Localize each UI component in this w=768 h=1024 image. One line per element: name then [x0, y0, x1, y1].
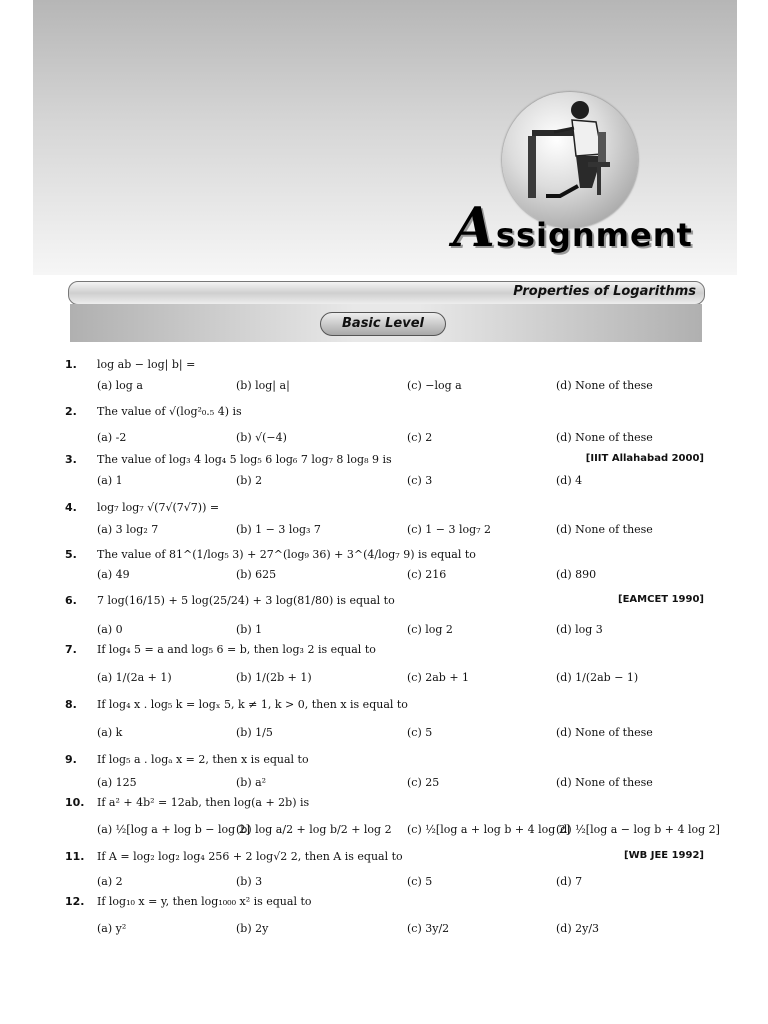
- option-c: (c) 25: [407, 776, 440, 789]
- option-c: (c) 3y/2: [407, 922, 450, 935]
- option-d: (d) None of these: [556, 431, 653, 444]
- option-a: (a) 1/(2a + 1): [97, 671, 172, 684]
- question-number: 12.: [65, 895, 85, 908]
- option-b: (b) 2y: [236, 922, 269, 935]
- option-a: (a) k: [97, 726, 123, 739]
- question-text: log ab − log| b| =: [97, 358, 196, 371]
- question-number: 9.: [65, 753, 77, 766]
- question-text: If log₄ 5 = a and log₅ 6 = b, then log₃ 2 is equal to: [97, 643, 376, 656]
- option-d: (d) 1/(2ab − 1): [556, 671, 639, 684]
- question-number: 10.: [65, 796, 85, 809]
- option-b: (b) 1/5: [236, 726, 273, 739]
- question-number: 2.: [65, 405, 77, 418]
- question-number: 6.: [65, 594, 77, 607]
- question-number: 3.: [65, 453, 77, 466]
- option-c: (c) −log a: [407, 379, 462, 392]
- option-c: (c) 216: [407, 568, 447, 581]
- option-d: (d) None of these: [556, 776, 653, 789]
- option-a: (a) -2: [97, 431, 127, 444]
- option-c: (c) 5: [407, 875, 433, 888]
- question-number: 5.: [65, 548, 77, 561]
- option-b: (b) 1 − 3 log₃ 7: [236, 523, 321, 536]
- option-d: (d) None of these: [556, 523, 653, 536]
- option-d: (d) log 3: [556, 623, 603, 636]
- option-a: (a) 0: [97, 623, 123, 636]
- header-banner: [33, 0, 737, 275]
- question-number: 8.: [65, 698, 77, 711]
- exam-source-tag: [IIIT Allahabad 2000]: [585, 453, 704, 464]
- question-text: log₇ log₇ √(7√(7√7)) =: [97, 501, 220, 514]
- option-b: (b) 1: [236, 623, 263, 636]
- option-d: (d) 890: [556, 568, 597, 581]
- option-a: (a) 2: [97, 875, 123, 888]
- option-c: (c) 1 − 3 log₇ 2: [407, 523, 492, 536]
- option-a: (a) 3 log₂ 7: [97, 523, 159, 536]
- topic-scroll-banner: [68, 281, 705, 305]
- option-a: (a) 49: [97, 568, 130, 581]
- option-a: (a) log a: [97, 379, 143, 392]
- question-number: 11.: [65, 850, 85, 863]
- option-b: (b) log a/2 + log b/2 + log 2: [236, 823, 392, 836]
- option-a: (a) 1: [97, 474, 123, 487]
- option-d: (d) 2y/3: [556, 922, 600, 935]
- question-text: If log₁₀ x = y, then log₁₀₀₀ x² is equal to: [97, 895, 312, 908]
- question-text: The value of √(log²₀.₅ 4) is: [97, 405, 242, 418]
- assignment-title: [453, 195, 693, 259]
- question-text: The value of log₃ 4 log₄ 5 log₅ 6 log₆ 7 log₇ 8 log₈ 9 is: [97, 453, 392, 466]
- option-b: (b) 1/(2b + 1): [236, 671, 312, 684]
- question-number: 7.: [65, 643, 77, 656]
- option-d: (d) 7: [556, 875, 583, 888]
- exam-source-tag: [WB JEE 1992]: [624, 850, 704, 861]
- option-c: (c) 3: [407, 474, 433, 487]
- option-d: (d) ½[log a − log b + 4 log 2]: [556, 823, 720, 836]
- option-d: (d) 4: [556, 474, 583, 487]
- option-a: (a) y²: [97, 922, 127, 935]
- option-b: (b) √(−4): [236, 431, 287, 444]
- question-text: If log₄ x . log₅ k = logₓ 5, k ≠ 1, k > 0, then x is equal to: [97, 698, 408, 711]
- question-number: 4.: [65, 501, 77, 514]
- option-d: (d) None of these: [556, 726, 653, 739]
- page: [33, 0, 737, 1024]
- option-b: (b) a²: [236, 776, 267, 789]
- option-c: (c) 2ab + 1: [407, 671, 470, 684]
- question-text: If A = log₂ log₂ log₄ 256 + 2 log√2 2, then A is equal to: [97, 850, 403, 863]
- title-rest: ssignment: [495, 216, 693, 254]
- option-b: (b) 625: [236, 568, 277, 581]
- question-text: If log₅ a . logₐ x = 2, then x is equal to: [97, 753, 309, 766]
- option-c: (c) log 2: [407, 623, 453, 636]
- option-c: (c) 2: [407, 431, 433, 444]
- option-c: (c) ½[log a + log b + 4 log 2]: [407, 823, 571, 836]
- option-b: (b) log| a|: [236, 379, 290, 392]
- exam-source-tag: [EAMCET 1990]: [618, 594, 704, 605]
- option-a: (a) 125: [97, 776, 137, 789]
- option-a: (a) ½[log a + log b − log 2]: [97, 823, 250, 836]
- option-d: (d) None of these: [556, 379, 653, 392]
- level-badge: Basic Level: [320, 312, 446, 336]
- option-b: (b) 2: [236, 474, 263, 487]
- level-band: [70, 304, 702, 342]
- question-number: 1.: [65, 358, 77, 371]
- question-text: 7 log(16/15) + 5 log(25/24) + 3 log(81/80) is equal to: [97, 594, 395, 607]
- option-b: (b) 3: [236, 875, 263, 888]
- topic-title: Properties of Logarithms: [513, 284, 696, 299]
- title-initial: A: [453, 195, 496, 259]
- option-c: (c) 5: [407, 726, 433, 739]
- question-text: The value of 81^(1/log₅ 3) + 27^(log₉ 36) + 3^(4/log₇ 9) is equal to: [97, 548, 476, 561]
- question-text: If a² + 4b² = 12ab, then log(a + 2b) is: [97, 796, 310, 809]
